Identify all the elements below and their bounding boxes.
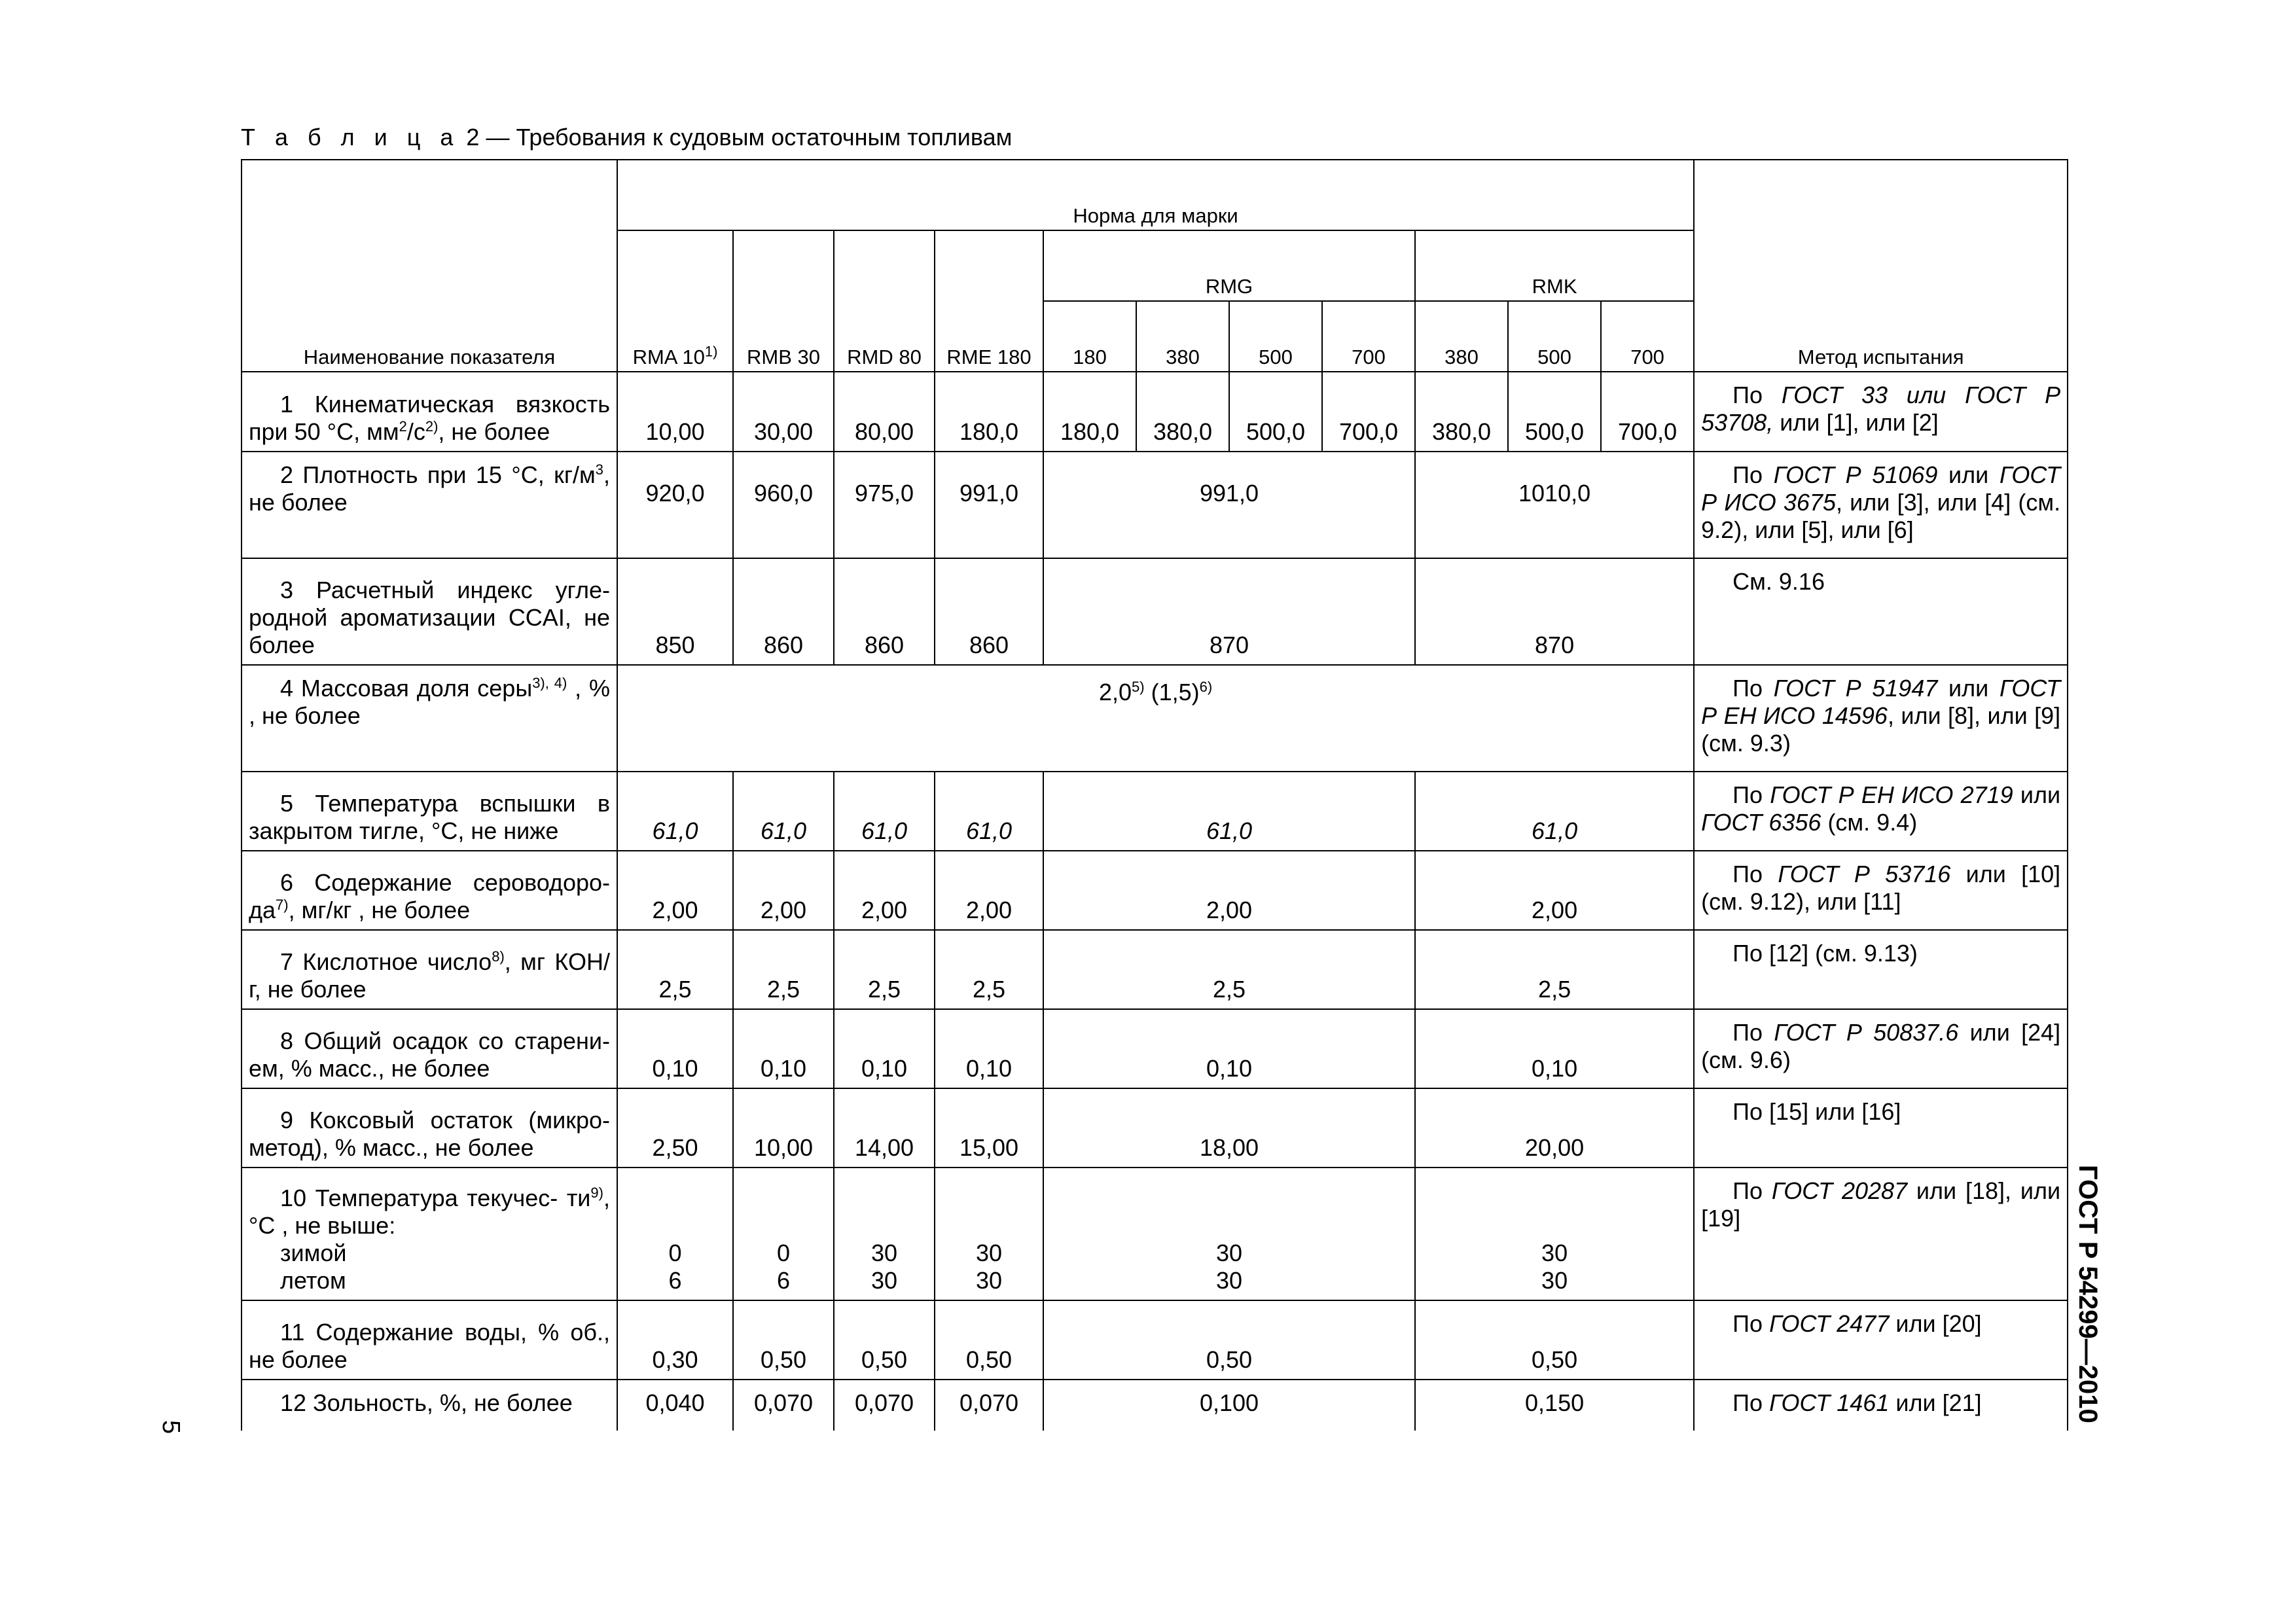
row-value: 30 30 xyxy=(935,1168,1043,1300)
row-value: 14,00 xyxy=(834,1088,935,1168)
row-value: 61,0 xyxy=(935,772,1043,851)
row-value: 920,0 xyxy=(617,452,733,558)
row-value-rmk: 1010,0 xyxy=(1415,452,1694,558)
row-value-rmk: 30 30 xyxy=(1415,1168,1694,1300)
row-name: 7 Кислотное число$^{8)}$, мг КОН/г, не более xyxy=(242,930,617,1009)
table-row xyxy=(242,665,2068,772)
row-method: По ГОСТ Р 51069 или ГОСТ Р ИСО 3675, или [3], или [4] (см. 9.2), или [5], или [6] xyxy=(1694,452,2068,558)
row-value: 500,0 xyxy=(1508,372,1601,452)
table-row xyxy=(242,452,2068,558)
row-value: 0,10 xyxy=(935,1009,1043,1088)
row-value: 2,00 xyxy=(935,851,1043,930)
row-value: 80,00 xyxy=(834,372,935,452)
row-value-all: 2,0$^{5)}$ $(1,5)^{6)}$ xyxy=(617,665,1694,772)
row-value: 860 xyxy=(834,558,935,665)
row-name: 5 Температура вспышки в закрытом тигле, °С, не ниже xyxy=(242,772,617,851)
header-method: Метод испытания xyxy=(1694,160,2068,372)
row-value: 991,0 xyxy=(935,452,1043,558)
row-method: См. 9.16 xyxy=(1694,558,2068,665)
row-value: 2,5 xyxy=(733,930,834,1009)
table-row xyxy=(242,930,2068,1009)
row-value: 860 xyxy=(733,558,834,665)
row-value: 0,070 xyxy=(935,1380,1043,1431)
row-value: 2,5 xyxy=(617,930,733,1009)
row-value: 500,0 xyxy=(1229,372,1322,452)
side-document-title: ГОСТ Р 54299—2010 xyxy=(2073,1165,2102,1423)
row-value-rmk: 20,00 xyxy=(1415,1088,1694,1168)
row-value: 10,00 xyxy=(617,372,733,452)
row-value: 10,00 xyxy=(733,1088,834,1168)
row-value-rmk: 2,5 xyxy=(1415,930,1694,1009)
row-value: 380,0 xyxy=(1415,372,1508,452)
row-method: По ГОСТ 20287 или [18], или [19] xyxy=(1694,1168,2068,1300)
table-row xyxy=(242,372,2068,452)
page-number: 5 xyxy=(157,1420,185,1435)
row-value-rmg: 2,5 xyxy=(1043,930,1415,1009)
table-row xyxy=(242,1168,2068,1300)
header-name-col: Наименование показателя xyxy=(242,160,617,372)
table-caption xyxy=(241,123,1012,152)
row-method: По [15] или [16] xyxy=(1694,1088,2068,1168)
row-value-rmk: 0,10 xyxy=(1415,1009,1694,1088)
header-grade-rme: RME 180 xyxy=(935,230,1043,372)
row-value: 0,070 xyxy=(834,1380,935,1431)
row-value-rmg: 0,10 xyxy=(1043,1009,1415,1088)
row-value-rmg: 0,100 xyxy=(1043,1380,1415,1431)
row-value-rmg: 2,00 xyxy=(1043,851,1415,930)
table-row xyxy=(242,851,2068,930)
table-row xyxy=(242,772,2068,851)
header-norm: Норма для марки xyxy=(617,160,1694,230)
row-name: 4 Массовая доля серы$^{3), 4)}$ , % , не более xyxy=(242,665,617,772)
row-value: 30,00 xyxy=(733,372,834,452)
row-value: 975,0 xyxy=(834,452,935,558)
row-name: 9 Коксовый остаток (микро- метод), % масс., не более xyxy=(242,1088,617,1168)
row-method: По ГОСТ 2477 или [20] xyxy=(1694,1300,2068,1380)
row-value: 860 xyxy=(935,558,1043,665)
header-rmg-380: 380 xyxy=(1136,301,1229,372)
row-value: 2,5 xyxy=(935,930,1043,1009)
row-value-rmk: 2,00 xyxy=(1415,851,1694,930)
row-value: 850 xyxy=(617,558,733,665)
table-row xyxy=(242,1088,2068,1168)
header-rmg-700: 700 xyxy=(1322,301,1415,372)
row-value: 15,00 xyxy=(935,1088,1043,1168)
row-method: По ГОСТ 1461 или [21] xyxy=(1694,1380,2068,1431)
header-rmk: RMK xyxy=(1415,230,1694,301)
row-value: 61,0 xyxy=(733,772,834,851)
row-value: 0,10 xyxy=(733,1009,834,1088)
row-name: 12 Зольность, %, не более xyxy=(242,1380,617,1431)
row-value-rmk: 61,0 xyxy=(1415,772,1694,851)
row-name: 11 Содержание воды, % об., не более xyxy=(242,1300,617,1380)
table-row xyxy=(242,558,2068,665)
row-method: По ГОСТ 33 или ГОСТ Р 53708, или [1], или [2] xyxy=(1694,372,2068,452)
header-rmg-180: 180 xyxy=(1043,301,1136,372)
row-value-rmk: 0,150 xyxy=(1415,1380,1694,1431)
caption-text: 2 — Требования к судовым остаточным топливам xyxy=(466,124,1013,151)
row-value: 0,30 xyxy=(617,1300,733,1380)
header-grade-rmd: RMD 80 xyxy=(834,230,935,372)
row-value: 0,50 xyxy=(834,1300,935,1380)
row-value: 2,00 xyxy=(834,851,935,930)
row-value: 380,0 xyxy=(1136,372,1229,452)
row-value: 700,0 xyxy=(1601,372,1694,452)
header-grade-rmb: RMB 30 xyxy=(733,230,834,372)
row-value-rmg: 991,0 xyxy=(1043,452,1415,558)
row-value: 2,00 xyxy=(617,851,733,930)
header-rmk-700: 700 xyxy=(1601,301,1694,372)
header-rmk-380: 380 xyxy=(1415,301,1508,372)
row-value: 700,0 xyxy=(1322,372,1415,452)
row-value: 0,50 xyxy=(733,1300,834,1380)
row-value: 61,0 xyxy=(834,772,935,851)
header-rmk-500: 500 xyxy=(1508,301,1601,372)
row-value: 30 30 xyxy=(834,1168,935,1300)
row-method: По ГОСТ Р 53716 или [10] (см. 9.12), или [11] xyxy=(1694,851,2068,930)
row-value: 2,00 xyxy=(733,851,834,930)
requirements-table xyxy=(241,159,2068,1431)
row-value: 0,50 xyxy=(935,1300,1043,1380)
row-value-rmk: 0,50 xyxy=(1415,1300,1694,1380)
row-method: По ГОСТ Р ЕН ИСО 2719 или ГОСТ 6356 (см. 9.4) xyxy=(1694,772,2068,851)
row-value: 960,0 xyxy=(733,452,834,558)
row-method: По ГОСТ Р 50837.6 или [24] (см. 9.6) xyxy=(1694,1009,2068,1088)
row-value-rmg: 30 30 xyxy=(1043,1168,1415,1300)
row-value-rmg: 61,0 xyxy=(1043,772,1415,851)
row-value: 0,10 xyxy=(834,1009,935,1088)
row-value-rmg: 18,00 xyxy=(1043,1088,1415,1168)
row-value: 0,10 xyxy=(617,1009,733,1088)
header-rmg: RMG xyxy=(1043,230,1415,301)
row-value: 61,0 xyxy=(617,772,733,851)
row-name: 8 Общий осадок со старени- ем, % масс., не более xyxy=(242,1009,617,1088)
row-value: 180,0 xyxy=(1043,372,1136,452)
header-grade-rma: RMA 10$^{1)}$ xyxy=(617,230,733,372)
table-row xyxy=(242,1380,2068,1431)
table-row xyxy=(242,1009,2068,1088)
table-row xyxy=(242,1300,2068,1380)
row-name: 10 Температура текучес- $ти^{9)}$, °С , не выше: зимой летом xyxy=(242,1168,617,1300)
row-value: 2,50 xyxy=(617,1088,733,1168)
row-value: 0 6 xyxy=(617,1168,733,1300)
row-name: 1 Кинематическая вязкость при 50 °С, $мм^2/с^{2)}$, не более xyxy=(242,372,617,452)
row-value-rmg: 870 xyxy=(1043,558,1415,665)
row-value-rmg: 0,50 xyxy=(1043,1300,1415,1380)
row-value: 2,5 xyxy=(834,930,935,1009)
row-value-rmk: 870 xyxy=(1415,558,1694,665)
row-method: По ГОСТ Р 51947 или ГОСТ Р ЕН ИСО 14596, или [8], или [9] (см. 9.3) xyxy=(1694,665,2068,772)
row-name: 6 Содержание сероводоро- $да^{7)}$, мг/кг , не более xyxy=(242,851,617,930)
caption-prefix: Т а б л и ц а xyxy=(241,124,460,151)
row-value: 0,070 xyxy=(733,1380,834,1431)
row-name: 2 Плотность при 15 °С, $кг/м^3$, не более xyxy=(242,452,617,558)
row-value: 180,0 xyxy=(935,372,1043,452)
row-name: 3 Расчетный индекс угле- родной ароматизации CCAI, не более xyxy=(242,558,617,665)
row-value: 0 6 xyxy=(733,1168,834,1300)
row-method: По [12] (см. 9.13) xyxy=(1694,930,2068,1009)
row-value: 0,040 xyxy=(617,1380,733,1431)
header-rmg-500: 500 xyxy=(1229,301,1322,372)
